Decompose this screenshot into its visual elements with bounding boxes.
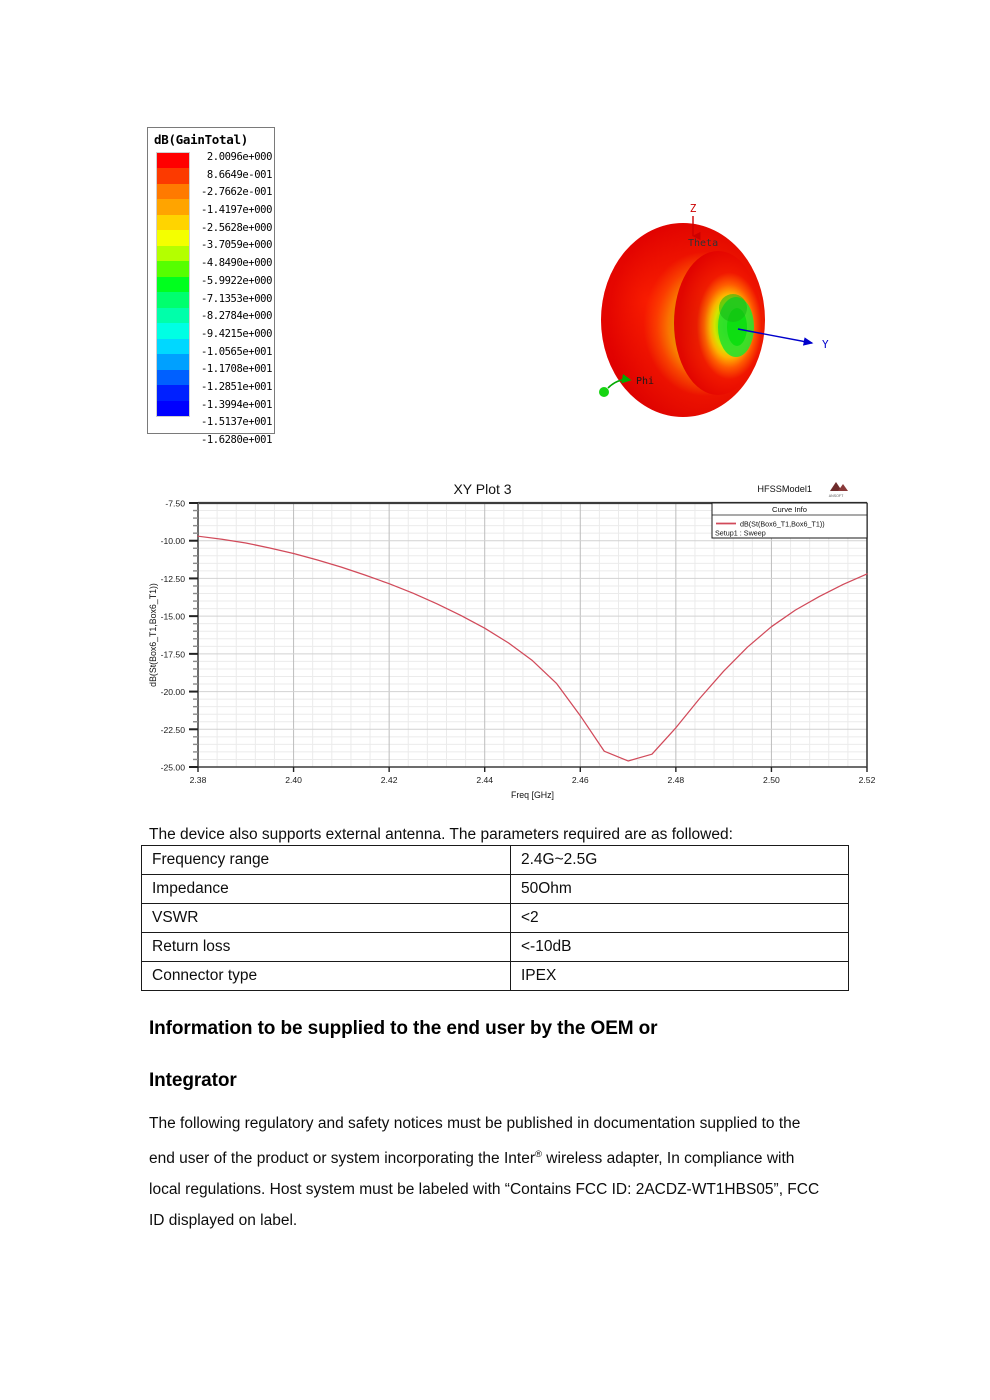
y-tick-label-6: -22.50 (160, 724, 185, 735)
xy-plot-3 (140, 478, 880, 803)
spec-value: 2.4G~2.5G (511, 846, 849, 875)
colorbar-value-4: -2.5628e+000 (200, 221, 272, 234)
colorbar-value-10: -9.4215e+000 (200, 327, 272, 340)
colorbar-band-2 (157, 184, 189, 199)
colorbar-value-15: -1.5137e+001 (200, 416, 272, 429)
colorbar-band-15 (157, 385, 189, 400)
y-tick-label-5: -20.00 (160, 687, 185, 698)
spec-value: <-10dB (511, 933, 849, 962)
x-tick-label-3: 2.44 (476, 775, 494, 785)
spec-key: Frequency range (142, 846, 511, 875)
colorbar-value-11: -1.0565e+001 (200, 345, 272, 358)
colorbar-band-1 (157, 168, 189, 183)
colorbar-value-8: -7.1353e+000 (200, 292, 272, 305)
x-tick-label-2: 2.42 (380, 775, 398, 785)
gain-colorbar-legend (147, 127, 275, 446)
colorbar-value-2: -2.7662e-001 (200, 186, 272, 199)
x-tick-label-5: 2.48 (667, 775, 685, 785)
lobe-null-shadow (719, 294, 747, 322)
y-tick-label-4: -17.50 (160, 649, 185, 660)
x-tick-label-0: 2.38 (189, 775, 207, 785)
y-tick-label-7: -25.00 (160, 762, 185, 773)
antenna-spec-table (141, 845, 849, 991)
y-tick-label-3: -15.00 (160, 611, 185, 622)
radiation-pattern-3d (560, 190, 870, 440)
y-tick-label-0: -7.50 (165, 498, 185, 509)
colorbar-title: dB(GainTotal) (154, 132, 248, 147)
colorbar-band-3 (157, 199, 189, 214)
regulatory-text-part2: wireless adapter, In compliance with local regulations. Host system must be labeled with “Contains FCC ID: 2ACDZ-WT1HBS05”, FCC ID displayed on label. (149, 1150, 820, 1230)
x-axis-ticks (190, 767, 876, 785)
ansoft-logo-icon (829, 482, 848, 498)
section-heading-line1: Information to be supplied to the end user by the OEM or (149, 1018, 658, 1039)
x-tick-label-7: 2.52 (858, 775, 876, 785)
y-axis-ticks (161, 499, 198, 773)
spec-key: Return loss (142, 933, 511, 962)
x-axis-title: Freq [GHz] (510, 790, 555, 800)
colorbar-value-3: -1.4197e+000 (200, 204, 272, 217)
table-row (142, 904, 849, 933)
colorbar-band-8 (157, 277, 189, 292)
xy-plot-svg (140, 478, 880, 803)
colorbar-value-12: -1.1708e+001 (200, 363, 272, 376)
legend-sub-entry: Setup1 : Sweep (715, 528, 766, 538)
spec-key: Impedance (142, 875, 511, 904)
ansoft-logo-text: ANSOFT (828, 494, 844, 498)
section-heading-line2: Integrator (149, 1070, 237, 1091)
phi-label: Phi (636, 376, 655, 387)
legend-header: Curve Info (771, 505, 808, 514)
colorbar-value-5: -3.7059e+000 (200, 239, 272, 252)
colorbar-value-16: -1.6280e+001 (200, 434, 272, 446)
table-row (142, 875, 849, 904)
y-axis-title: dB(St(Box6_T1,Box6_T1)) (148, 583, 158, 687)
colorbar-band-0 (157, 153, 189, 168)
colorbar-band-4 (157, 215, 189, 230)
colorbar-value-labels (194, 149, 272, 450)
colorbar-band-6 (157, 246, 189, 261)
legend-entry: dB(St(Box6_T1,Box6_T1)) (740, 519, 825, 529)
colorbar-value-1: 8.6649e-001 (206, 168, 272, 181)
colorbar-band-13 (157, 354, 189, 369)
theta-label: Theta (688, 238, 719, 249)
spec-key: VSWR (142, 904, 511, 933)
intro-paragraph: The device also supports external antenna. The parameters required are as followed: (149, 826, 733, 843)
colorbar-band-12 (157, 339, 189, 354)
phi-origin-marker (599, 387, 609, 397)
plot-title: XY Plot 3 (453, 481, 512, 497)
x-tick-label-4: 2.46 (571, 775, 589, 785)
plot-background (198, 503, 867, 767)
spec-key: Connector type (142, 962, 511, 991)
regulatory-paragraph (149, 1108, 829, 1236)
colorbar-value-14: -1.3994e+001 (200, 398, 272, 411)
model-label: HFSSModel1 (757, 484, 812, 494)
colorbar-band-5 (157, 230, 189, 245)
radiation-pattern-svg (560, 190, 870, 440)
spec-value: 50Ohm (511, 875, 849, 904)
colorbar-value-6: -4.8490e+000 (200, 257, 272, 270)
colorbar-value-0: 2.0096e+000 (206, 151, 272, 163)
table-row (142, 962, 849, 991)
colorbar-band-9 (157, 292, 189, 307)
regulatory-text-part1: The following regulatory and safety notices must be published in documentation supplied to the end user of the product or system incorporating the Inter (149, 1115, 801, 1168)
y-tick-label-1: -10.00 (160, 536, 185, 547)
colorbar-band-11 (157, 323, 189, 338)
colorbar-gradient-strip (156, 152, 190, 417)
table-row (142, 933, 849, 962)
table-row (142, 846, 849, 875)
y-tick-label-2: -12.50 (160, 573, 185, 584)
axis-z-label: Z (689, 202, 697, 215)
x-tick-label-6: 2.50 (763, 775, 780, 785)
colorbar-value-9: -8.2784e+000 (200, 310, 272, 323)
colorbar-value-7: -5.9922e+000 (200, 274, 272, 287)
curve-info-legend (712, 503, 867, 538)
colorbar-band-7 (157, 261, 189, 276)
x-tick-label-1: 2.40 (285, 775, 302, 785)
spec-value: <2 (511, 904, 849, 933)
colorbar-value-13: -1.2851e+001 (200, 380, 272, 393)
colorbar-band-14 (157, 370, 189, 385)
colorbar-band-16 (157, 401, 189, 416)
registered-mark-icon: ® (535, 1149, 542, 1160)
axis-y-label: Y (822, 338, 829, 351)
colorbar-band-10 (157, 308, 189, 323)
spec-value: IPEX (511, 962, 849, 991)
